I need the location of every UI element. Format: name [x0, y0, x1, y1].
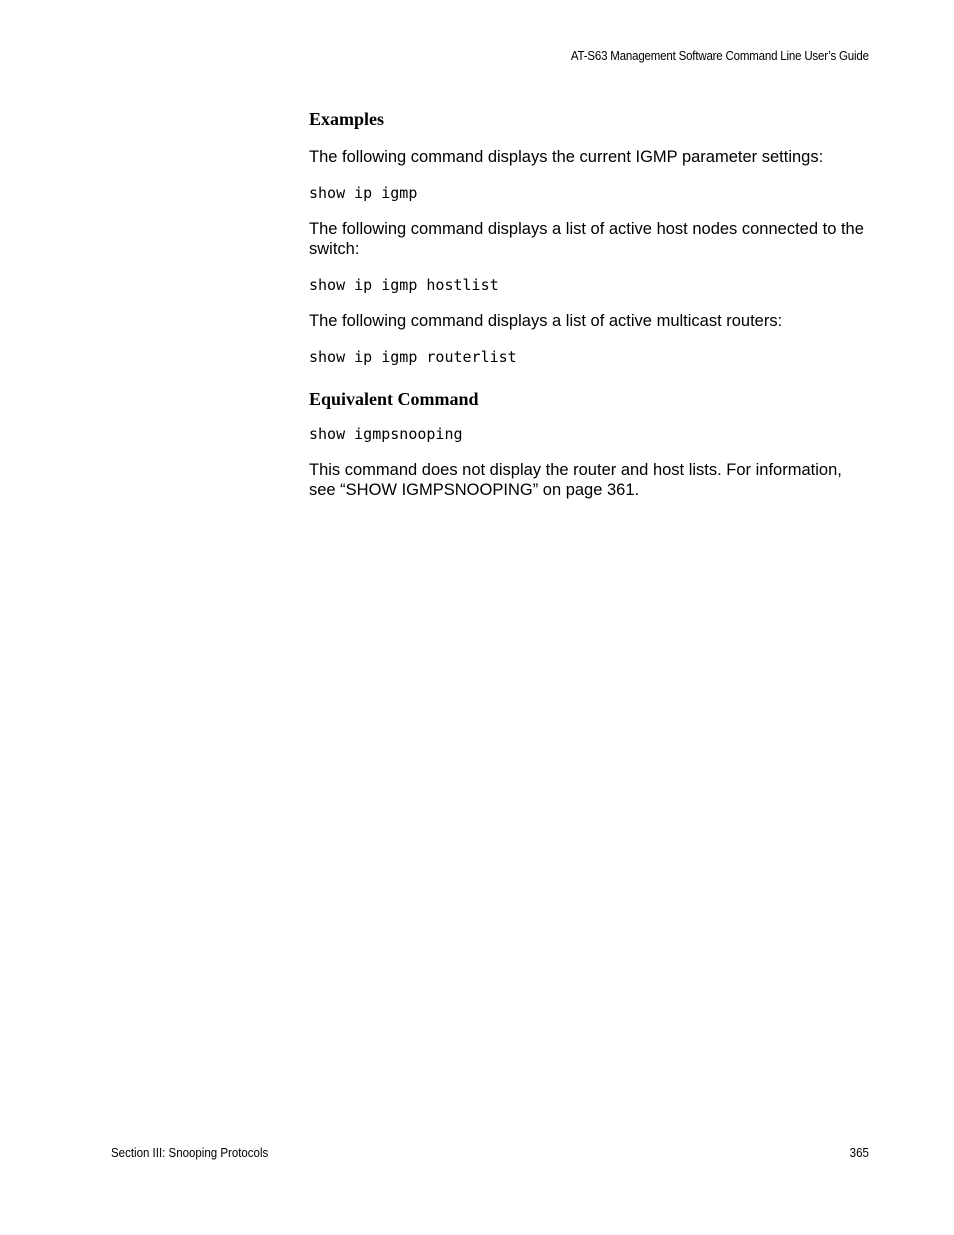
running-header: AT-S63 Management Software Command Line User’s Guide — [571, 49, 869, 63]
examples-heading: Examples — [309, 109, 385, 129]
example-3-command: show ip igmp routerlist — [309, 348, 517, 366]
equivalent-note-line-1: This command does not display the router and host lists. For information, — [309, 461, 842, 479]
example-2-description: The following command displays a list of active host nodes connected to the switch: — [309, 220, 864, 258]
page-content — [309, 108, 869, 516]
example-2-command: show ip igmp hostlist — [309, 276, 499, 294]
footer-page-number: 365 — [849, 1146, 869, 1160]
example-1-command: show ip igmp — [309, 184, 418, 202]
example-1-description: The following command displays the current IGMP parameter settings: — [309, 148, 824, 166]
example-3-description: The following command displays a list of active multicast routers: — [309, 312, 783, 330]
equivalent-command: show igmpsnooping — [309, 425, 463, 443]
equivalent-command-heading: Equivalent Command — [309, 389, 479, 409]
equivalent-note-line-2: see “SHOW IGMPSNOOPING” on page 361. — [309, 481, 640, 499]
equivalent-note — [309, 460, 869, 500]
footer-section-title: Section III: Snooping Protocols — [111, 1146, 269, 1160]
